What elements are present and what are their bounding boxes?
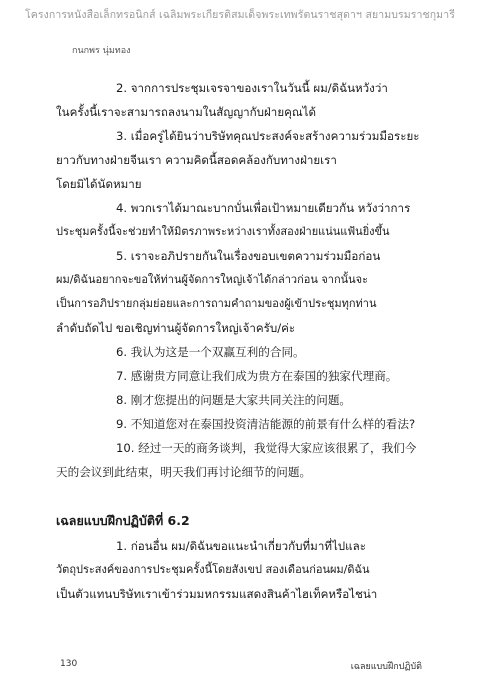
footer-section-title: เฉลยแบบฝึกปฏิบัติ — [350, 662, 422, 672]
paragraph-line: ในครั้งนี้เราจะสามารถลงนามในสัญญากับฝ่ายคุณได้ — [56, 105, 316, 119]
paragraph-line-chinese: 天的会议到此结束，明天我们再讨论细节的问题。 — [56, 465, 312, 479]
paragraph-line: 4. พวกเราได้มาณะบากบั่นเพื่อเป้าหมายเดียวกัน หวังว่าการ — [116, 201, 411, 215]
paragraph-line-chinese: 8. 刚才您提出的问题是大家共同关注的问题。 — [116, 393, 352, 407]
paragraph-line-chinese: 9. 不知道您对在泰国投资清洁能源的前景有什么样的看法? — [116, 417, 416, 431]
paragraph-line: เป็นตัวแทนบริษัทเราเข้าร่วมมหกรรมแสดงสินค้าไฮเท็คหรือไชน่า — [56, 587, 378, 601]
paragraph-line: 5. เราจะอภิปรายกันในเรื่องขอบเขตความร่วมมือก่อน — [116, 249, 381, 263]
paragraph-line: 2. จากการประชุมเจรจาของเราในวันนี้ ผม/ดิฉันหวังว่า — [116, 81, 388, 95]
page-number: 130 — [60, 659, 78, 669]
paragraph-line-chinese: 6. 我认为这是一个双赢互利的合同。 — [116, 345, 305, 359]
running-header-title: โครงการหนังสือเล็กทรอนิกส์ เฉลิมพระเกียรติสมเด็จพระเทพรัตนราชสุดาฯ สยามบรมราชกุมารี — [25, 9, 455, 21]
paragraph-line: ลำดับถัดไป ขอเชิญท่านผู้จัดการใหญ่เจ้าครับ/ค่ะ — [56, 321, 296, 335]
author-name: กนกพร นุ่มทอง — [72, 46, 131, 56]
paragraph-line: 1. ก่อนอื่น ผม/ดิฉันขอแนะนำเกี่ยวกับที่มาที่ไปและ — [116, 539, 366, 553]
body-text — [56, 76, 420, 484]
paragraph-line-chinese: 7. 感谢贵方同意让我们成为贵方在泰国的独家代理商。 — [116, 369, 398, 383]
body-text-2 — [56, 534, 420, 606]
paragraph-line-chinese: 10. 经过一天的商务谈判，我觉得大家应该很累了，我们今 — [116, 441, 417, 455]
paragraph-line: ประชุมครั้งนี้จะช่วยทำให้มิตรภาพระหว่างเราทั้งสองฝ่ายแน่นแฟ้นยิ่งขึ้น — [56, 225, 390, 238]
paragraph-line: วัตถุประสงค์ของการประชุมครั้งนี้โดยสังเขป สองเดือนก่อนผม/ดิฉัน — [56, 563, 370, 576]
paragraph-line: ยาวกับทางฝ่ายจีนเรา ความคิดนี้สอดคล้องกับทางฝ่ายเรา — [56, 153, 337, 167]
paragraph-line: เป็นการอภิปรายกลุ่มย่อยและการถามคำถามของผู้เข้าประชุมทุกท่าน — [56, 297, 377, 310]
section-heading: เฉลยแบบฝึกปฏิบัติที่ 6.2 — [56, 513, 190, 528]
paragraph-line: 3. เมื่อครู่ได้ยินว่าบริษัทคุณประสงค์จะสร้างความร่วมมือระยะ — [116, 129, 420, 143]
paragraph-line: โดยมิได้นัดหมาย — [56, 177, 142, 191]
paragraph-line: ผม/ดิฉันอยากจะขอให้ท่านผู้จัดการใหญ่เจ้าได้กล่าวก่อน จากนั้นจะ — [56, 273, 369, 286]
